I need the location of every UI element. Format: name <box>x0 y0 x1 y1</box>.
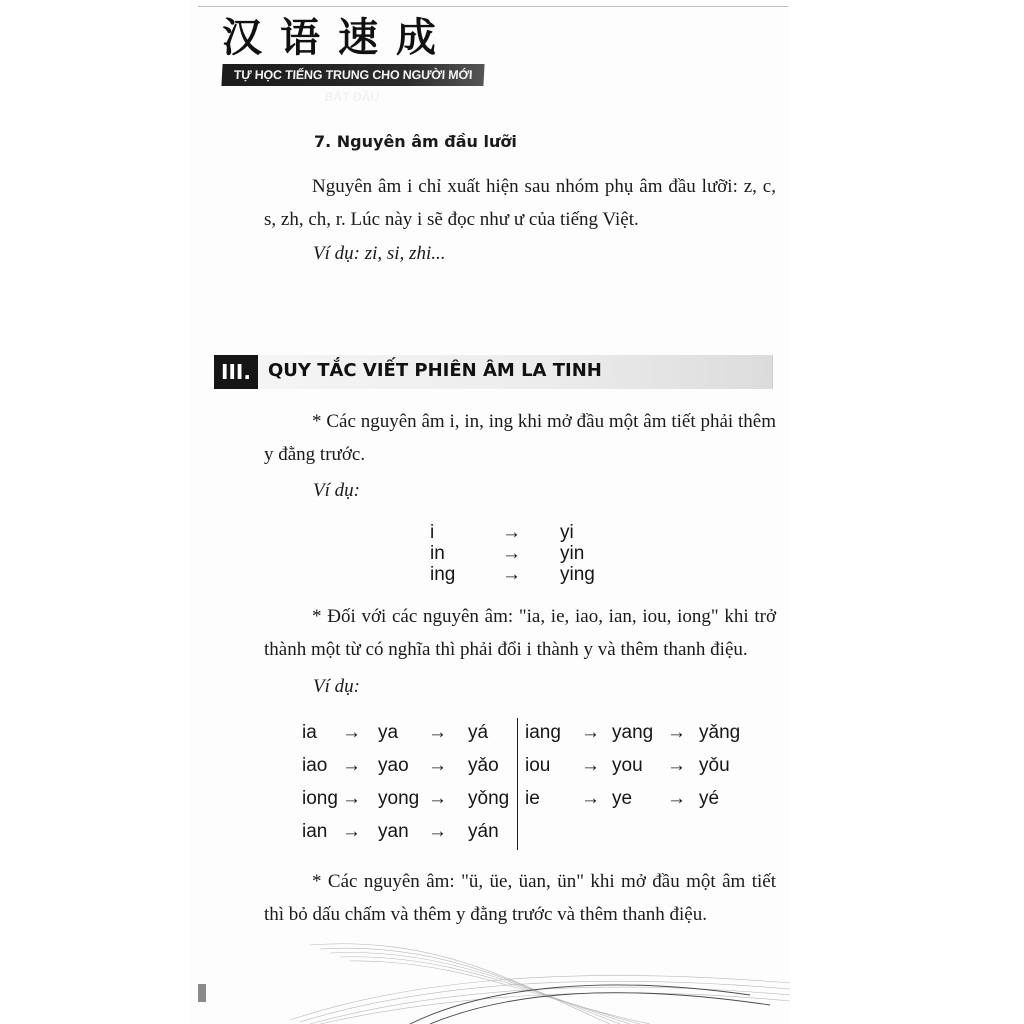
decorative-wave-lines <box>190 925 790 1024</box>
page-number-marker <box>198 984 206 1002</box>
section-7-heading: 7. Nguyên âm đầu lưỡi <box>314 132 517 151</box>
arrow-icon: → <box>502 543 521 564</box>
page-top-edge <box>198 0 788 7</box>
target-spelling: yin <box>560 543 585 564</box>
book-subtitle-banner: TỰ HỌC TIẾNG TRUNG CHO NGƯỜI MỚI BẮT ĐẦU <box>221 64 484 86</box>
arrow-icon: → <box>342 755 361 776</box>
arrow-icon: → <box>342 821 361 842</box>
section-7-paragraph <box>264 170 776 236</box>
source-vowel: in <box>430 543 445 564</box>
right-spelling: you <box>612 755 643 776</box>
section-3-header <box>214 355 773 389</box>
target-spelling: ying <box>560 564 595 585</box>
table-row <box>302 788 762 812</box>
left-source: iao <box>302 755 328 776</box>
right-spelling: yang <box>612 722 654 743</box>
arrow-icon: → <box>342 788 361 809</box>
left-source: ia <box>302 722 317 743</box>
table-row <box>302 755 762 779</box>
right-toned: yǎng <box>699 722 741 743</box>
arrow-icon: → <box>342 722 361 743</box>
arrow-icon: → <box>581 722 600 743</box>
rule-3-paragraph <box>264 865 776 931</box>
left-source: ian <box>302 821 328 842</box>
source-vowel: ing <box>430 564 456 585</box>
source-vowel: i <box>430 522 435 543</box>
arrow-icon: → <box>502 564 521 585</box>
left-spelling: ya <box>378 722 399 743</box>
rule-1-paragraph <box>264 405 776 471</box>
left-source: iong <box>302 788 338 809</box>
section-7-example: Ví dụ: zi, si, zhi... <box>313 243 446 264</box>
arrow-icon: → <box>581 755 600 776</box>
rule-1-example-label: Ví dụ: <box>313 480 360 501</box>
left-toned: yán <box>468 821 499 842</box>
right-source: ie <box>525 788 540 809</box>
rule-1-text: * Các nguyên âm i, in, ing khi mở đầu một âm tiết phải thêm y đằng trước. <box>264 411 776 465</box>
rule-3-text: * Các nguyên âm: "ü, üe, üan, ün" khi mở đầu một âm tiết thì bỏ dấu chấm và thêm y đằng trước và thêm thanh điệu. <box>264 871 776 925</box>
section-3-number: III. <box>214 355 258 389</box>
arrow-icon: → <box>428 722 447 743</box>
rule-2-text: * Đối với các nguyên âm: "ia, ie, iao, ian, iou, iong" khi trở thành một từ có nghĩa thì phải đổi i thành y và thêm thanh điệu. <box>264 606 776 660</box>
target-spelling: yi <box>560 522 574 543</box>
rule-2-example-table <box>302 718 762 850</box>
right-source: iang <box>525 722 561 743</box>
arrow-icon: → <box>428 755 447 776</box>
table-row <box>302 722 762 746</box>
right-source: iou <box>525 755 551 776</box>
left-toned: yǎo <box>468 755 499 776</box>
arrow-icon: → <box>428 788 447 809</box>
left-spelling: yao <box>378 755 409 776</box>
section-7-text: Nguyên âm i chỉ xuất hiện sau nhóm phụ âm đầu lưỡi: z, c, s, zh, ch, r. Lúc này i sẽ đọc như ư của tiếng Việt. <box>264 176 776 230</box>
arrow-icon: → <box>667 722 686 743</box>
arrow-icon: → <box>428 821 447 842</box>
rule-2-example-label: Ví dụ: <box>313 676 360 697</box>
table-row <box>302 821 762 845</box>
left-toned: yǒng <box>468 788 510 809</box>
rule-2-paragraph <box>264 600 776 666</box>
book-title-chinese: 汉语速成 <box>222 15 454 61</box>
right-toned: yǒu <box>699 755 730 776</box>
section-3-title: QUY TẮC VIẾT PHIÊN ÂM LA TINH <box>268 360 602 381</box>
right-spelling: ye <box>612 788 633 809</box>
left-spelling: yan <box>378 821 409 842</box>
arrow-icon: → <box>667 755 686 776</box>
arrow-icon: → <box>502 522 521 543</box>
arrow-icon: → <box>667 788 686 809</box>
right-toned: yé <box>699 788 720 809</box>
left-toned: yá <box>468 722 489 743</box>
arrow-icon: → <box>581 788 600 809</box>
left-spelling: yong <box>378 788 420 809</box>
